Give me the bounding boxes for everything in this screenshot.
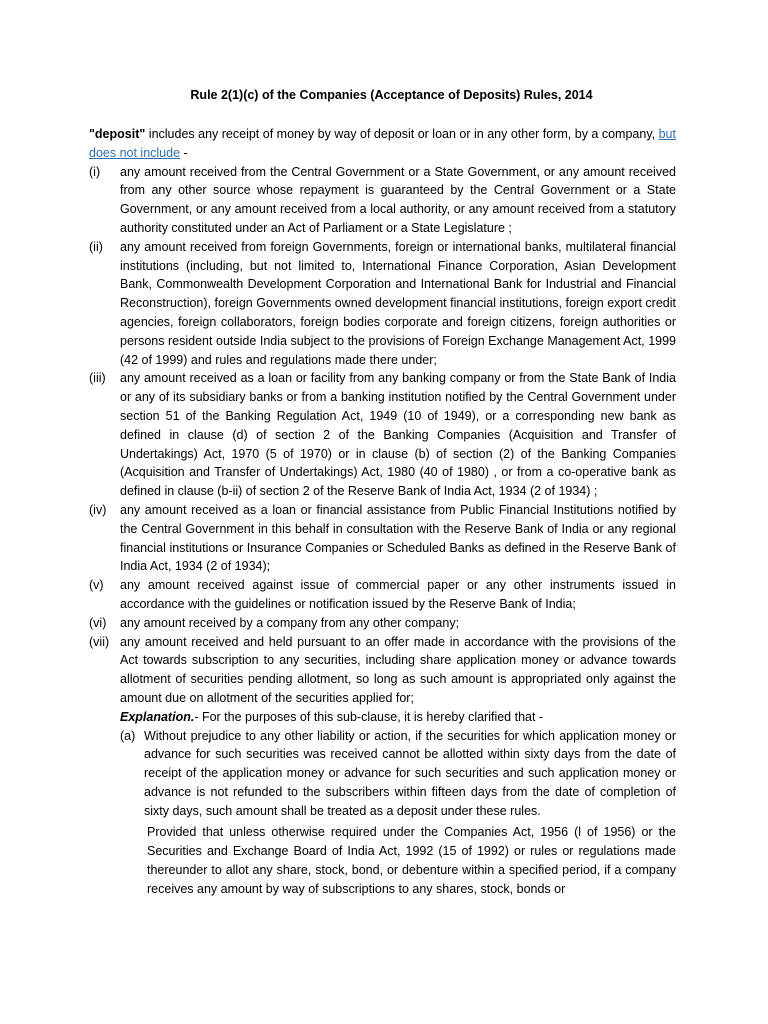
clause-text: any amount received as a loan or facility from any banking company or from the State Bank of India or any of its subsidiary banks or from a banking institution notified by the Central Government under section 51 of the Banking Regulation Act, 1949 (10 of 1949), or a corresponding new bank as defined in clause (d) of section 2 of the Banking Companies (Acquisition and Transfer of Undertakings) Act, 1970 (5 of 1970) or in clause (b) of section (2) of the Banking Companies (Acquisition and Transfer of Undertakings) Act, 1980 (40 of 1980) , or from a co-operative bank as defined in clause (b-ii) of section 2 of the Reserve Bank of India Act, 1934 (2 of 1934) ; — [120, 371, 676, 499]
explanation-label: Explanation. — [120, 709, 195, 724]
defined-term: "deposit" — [89, 127, 146, 141]
sub-clause-item — [120, 727, 676, 821]
clause-text: any amount received by a company from any other company; — [120, 615, 460, 630]
clause-text: any amount received as a loan or financial assistance from Public Financial Institutions notified by the Central Government in this behalf in consultation with the Reserve Bank of India or any regional financial institutions or Insurance Companies or Scheduled Banks as defined in the Reserve Bank of India Act, 1934 (2 of 1934); — [120, 502, 676, 574]
clause-item — [89, 576, 676, 614]
sub-clause-text: Without prejudice to any other liability or action, if the securities for which application money or advance for such securities was received cannot be allotted within sixty days from the date of receipt of the application money or advance for such securities and such application money or advance is not refunded to the subscribers within fifteen days from the date of completion of sixty days, such amount shall be treated as a deposit under these rules. — [144, 728, 676, 818]
clause-text: any amount received from the Central Government or a State Government, or any amount received from any other source whose repayment is guaranteed by the Central Government or a State Government, or any amount received from a local authority, or any amount received from a statutory authority constituted under an Act of Parliament or a State Legislature ; — [120, 164, 676, 235]
clause-number: (ii) — [89, 239, 103, 254]
clause-item — [89, 501, 676, 576]
clause-number: (vi) — [89, 615, 107, 630]
clause-text: any amount received and held pursuant to an offer made in accordance with the provisions of the Act towards subscription to any securities, including share application money or advance towards allotment of securities pending allotment, so long as such amount is appropriated only against the amount due on allotment of the securities applied for; — [120, 634, 676, 705]
explanation-paragraph — [120, 708, 676, 727]
clause-number: (iv) — [89, 502, 107, 517]
clause-item — [89, 614, 676, 633]
intro-paragraph — [89, 125, 676, 163]
clause-item — [89, 163, 676, 238]
page-title: Rule 2(1)(c) of the Companies (Acceptance of Deposits) Rules, 2014 — [190, 88, 593, 102]
explanation-text: - For the purposes of this sub-clause, it is hereby clarified that - — [194, 709, 544, 724]
clause-text: any amount received against issue of commercial paper or any other instruments issued in accordance with the guidelines or notification issued by the Reserve Bank of India; — [120, 578, 676, 611]
clause-number: (i) — [89, 164, 101, 179]
exclusion-link[interactable]: but does not include — [89, 127, 676, 160]
clause-number: (iii) — [89, 371, 106, 386]
clause-item — [89, 369, 676, 501]
clause-number: (v) — [89, 578, 104, 593]
clause-text: any amount received from foreign Governments, foreign or international banks, multilateral financial institutions (including, but not limited to, International Finance Corporation, Asian Development Bank, Commonwealth Development Corporation and International Bank for Industrial and Financial Reconstruction), foreign Governments owned development financial institutions, foreign export credit agencies, foreign collaborators, foreign bodies corporate and foreign citizens, foreign authorities or persons resident outside India subject to the provisions of Foreign Exchange Management Act, 1999 (42 of 1999) and rules and regulations made there under; — [120, 239, 676, 367]
clause-item — [89, 238, 676, 370]
proviso-paragraph: Provided that unless otherwise required under the Companies Act, 1956 (l of 1956) or the Securities and Exchange Board of India Act, 1992 (15 of 1992) or rules or regulations made thereunder to allot any share, stock, bond, or debenture within a specified period, if a company receives any amount by way of subscriptions to any shares, stock, bonds or — [147, 825, 676, 896]
clause-item — [89, 633, 676, 708]
clause-number: (vii) — [89, 634, 110, 649]
intro-text-end: - — [180, 145, 188, 160]
intro-text: includes any receipt of money by way of deposit or loan or in any other form, by a company, — [145, 127, 659, 141]
sub-clause-number: (a) — [120, 728, 136, 743]
